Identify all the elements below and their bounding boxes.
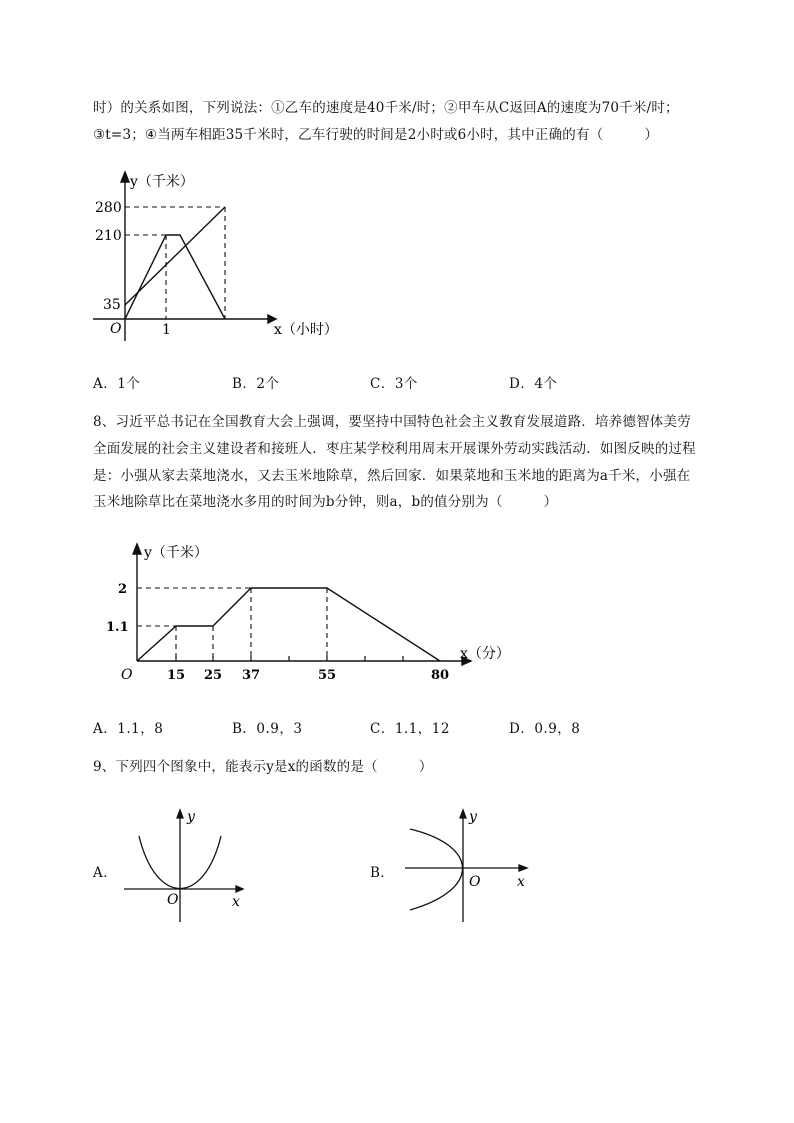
q8-text-line-2: 全面发展的社会主义建设者和接班人．枣庄某学校利用周末开展课外劳动实践活动．如图反映的过程	[93, 441, 696, 457]
q7-option-c[interactable]: C．3个	[370, 376, 418, 392]
q9-a-origin-label: O	[167, 892, 179, 908]
q7-y-tick-35: 35	[103, 297, 121, 313]
q7-x-tick-1: 1	[162, 322, 171, 338]
q9-b-parabola	[410, 829, 463, 910]
q7-origin-label: O	[110, 321, 122, 337]
q7-y-tick-280: 280	[95, 200, 122, 216]
q8-y-label: y（千米）	[144, 545, 208, 561]
q8-x-label: x（分）	[460, 646, 510, 662]
q9-option-b-label[interactable]: B．	[370, 865, 395, 881]
q7-option-d[interactable]: D．4个	[509, 376, 558, 392]
q7-text-line-2: ③t=3；④当两车相距35千米时，乙车行驶的时间是2小时或6小时，其中正确的有（ ）	[93, 127, 659, 143]
q8-text-line-4: 玉米地除草比在菜地浇水多用的时间为b分钟，则a，b的值分别为（ ）	[93, 494, 558, 510]
q7-y-tick-210: 210	[95, 228, 122, 244]
q8-origin-label: O	[121, 667, 133, 683]
q7-option-b[interactable]: B．2个	[232, 376, 280, 392]
q8-option-a[interactable]: A．1.1，8	[93, 721, 164, 737]
q7-option-a[interactable]: A．1个	[93, 376, 141, 392]
q8-x-tick-80: 80	[431, 668, 450, 683]
q8-y-tick-2: 2	[118, 582, 128, 597]
q8-x-tick-25: 25	[204, 668, 223, 683]
q8-x-tick-37: 37	[242, 668, 261, 683]
q9-a-y-label: y	[187, 809, 195, 825]
q9-text-line-1: 9、下列四个图象中，能表示y是x的函数的是（ ）	[93, 759, 433, 775]
q8-option-c[interactable]: C．1.1，12	[370, 721, 450, 737]
q8-y-tick-1-1: 1.1	[106, 620, 129, 635]
q8-x-tick-15: 15	[167, 668, 186, 683]
q9-b-x-label: x	[517, 874, 525, 890]
q8-text-line-3: 是：小强从家去菜地浇水，又去玉米地除草，然后回家．如果菜地和玉米地的距离为a千米，小强在	[93, 468, 691, 484]
q9-b-y-label: y	[469, 809, 477, 825]
q8-option-b[interactable]: B．0.9，3	[232, 721, 303, 737]
q8-x-tick-55: 55	[318, 668, 337, 683]
q9-a-x-label: x	[232, 894, 240, 910]
q7-y-label: y（千米）	[130, 174, 194, 190]
q9-b-origin-label: O	[469, 874, 481, 890]
q8-option-d[interactable]: D．0.9，8	[509, 721, 581, 737]
q8-text-line-1: 8、习近平总书记在全国教育大会上强调，要坚持中国特色社会主义教育发展道路．培养德智体美劳	[93, 414, 691, 430]
q7-x-label: x（小时）	[274, 322, 338, 338]
q9-option-a-label[interactable]: A．	[93, 865, 118, 881]
q7-text-line-1: 时）的关系如图，下列说法：①乙车的速度是40千米/时；②甲车从C返回A的速度为70千米/时；	[93, 100, 679, 116]
